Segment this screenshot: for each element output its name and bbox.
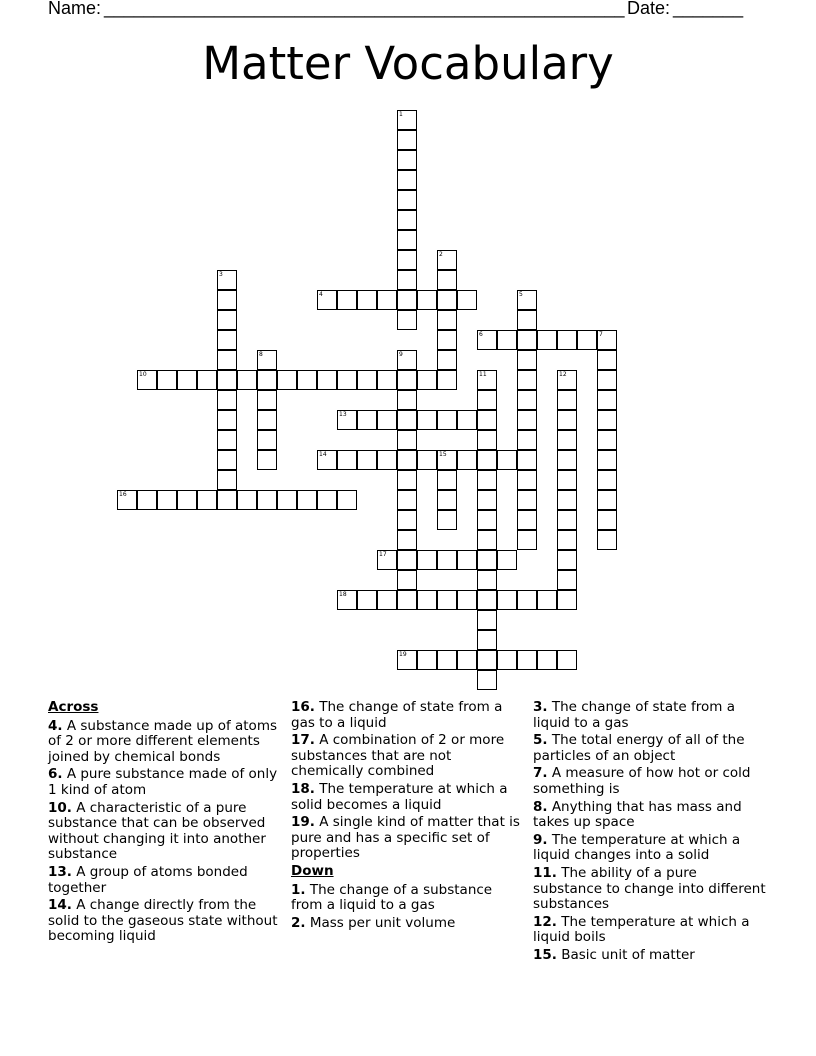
crossword-cell[interactable] bbox=[137, 490, 157, 510]
date-line[interactable]: _______ bbox=[673, 0, 744, 18]
clue-across-13: 13. A group of atoms bonded together bbox=[48, 863, 248, 896]
crossword-cell[interactable] bbox=[217, 270, 237, 290]
crossword-cell[interactable] bbox=[337, 590, 357, 610]
crossword-cell[interactable] bbox=[117, 490, 137, 510]
crossword-cell[interactable] bbox=[257, 450, 277, 470]
crossword-cell[interactable] bbox=[357, 410, 377, 430]
crossword-cell[interactable] bbox=[177, 370, 197, 390]
crossword-cell[interactable] bbox=[397, 470, 417, 490]
crossword-cell[interactable] bbox=[237, 370, 257, 390]
down-heading: Down bbox=[291, 862, 334, 879]
crossword-cell[interactable] bbox=[437, 310, 457, 330]
crossword-cell[interactable] bbox=[537, 650, 557, 670]
crossword-cell[interactable] bbox=[397, 510, 417, 530]
crossword-cell[interactable] bbox=[517, 650, 537, 670]
crossword-cell[interactable] bbox=[377, 410, 397, 430]
crossword-cell[interactable] bbox=[597, 530, 617, 550]
crossword-cell[interactable] bbox=[517, 390, 537, 410]
crossword-cell[interactable] bbox=[397, 250, 417, 270]
crossword-cell[interactable] bbox=[397, 650, 417, 670]
crossword-cell[interactable] bbox=[477, 390, 497, 410]
date-label: Date: bbox=[627, 0, 676, 18]
crossword-cell[interactable] bbox=[317, 290, 337, 310]
clue-across-14: 14. A change directly from the solid to the gaseous state without becoming liquid bbox=[48, 897, 278, 945]
crossword-cell[interactable] bbox=[217, 390, 237, 410]
crossword-cell[interactable] bbox=[317, 490, 337, 510]
crossword-cell[interactable] bbox=[457, 590, 477, 610]
crossword-cell[interactable] bbox=[397, 270, 417, 290]
crossword-cell[interactable] bbox=[437, 510, 457, 530]
clue-down-2: 2. Mass per unit volume bbox=[291, 914, 456, 931]
crossword-cell[interactable] bbox=[437, 550, 457, 570]
clue-across-17: 17. A combination of 2 or more substances that are not chemically combined bbox=[291, 732, 505, 780]
crossword-cell[interactable] bbox=[517, 350, 537, 370]
crossword-cell[interactable] bbox=[437, 270, 457, 290]
crossword-cell[interactable] bbox=[197, 490, 217, 510]
cell-number: 2 bbox=[439, 251, 443, 258]
clue-across-16: 16. The change of state from a gas to a liquid bbox=[291, 699, 503, 731]
crossword-cell[interactable] bbox=[477, 470, 497, 490]
crossword-cell[interactable] bbox=[517, 330, 537, 350]
crossword-cell[interactable] bbox=[357, 450, 377, 470]
crossword-cell[interactable] bbox=[337, 290, 357, 310]
cell-number: 12 bbox=[559, 371, 567, 378]
crossword-cell[interactable] bbox=[357, 370, 377, 390]
crossword-cell[interactable] bbox=[317, 450, 337, 470]
crossword-cell[interactable] bbox=[217, 330, 237, 350]
crossword-cell[interactable] bbox=[397, 410, 417, 430]
crossword-cell[interactable] bbox=[517, 470, 537, 490]
clue-across-6: 6. A pure substance made of only 1 kind of atom bbox=[48, 766, 278, 798]
clue-down-3: 3. The change of state from a liquid to a gas bbox=[533, 699, 735, 731]
clue-down-7: 7. A measure of how hot or cold something is bbox=[533, 765, 751, 797]
crossword-cell[interactable] bbox=[397, 490, 417, 510]
cell-number: 1 bbox=[399, 111, 403, 118]
crossword-cell[interactable] bbox=[517, 590, 537, 610]
crossword-cell[interactable] bbox=[477, 670, 497, 690]
crossword-cell[interactable] bbox=[417, 590, 437, 610]
crossword-cell[interactable] bbox=[477, 410, 497, 430]
crossword-cell[interactable] bbox=[437, 470, 457, 490]
crossword-cell[interactable] bbox=[397, 530, 417, 550]
name-line[interactable]: ____________________________________________________ bbox=[104, 0, 625, 18]
crossword-cell[interactable] bbox=[377, 550, 397, 570]
crossword-cell[interactable] bbox=[217, 350, 237, 370]
crossword-cell[interactable] bbox=[137, 370, 157, 390]
cell-number: 7 bbox=[599, 331, 603, 338]
crossword-cell[interactable] bbox=[437, 330, 457, 350]
crossword-cell[interactable] bbox=[517, 530, 537, 550]
crossword-cell[interactable] bbox=[557, 650, 577, 670]
crossword-cell[interactable] bbox=[537, 330, 557, 350]
crossword-cell[interactable] bbox=[557, 390, 577, 410]
crossword-cell[interactable] bbox=[557, 430, 577, 450]
crossword-cell[interactable] bbox=[557, 450, 577, 470]
crossword-cell[interactable] bbox=[217, 410, 237, 430]
crossword-cell[interactable] bbox=[277, 490, 297, 510]
crossword-cell[interactable] bbox=[397, 210, 417, 230]
crossword-cell[interactable] bbox=[257, 490, 277, 510]
cell-number: 11 bbox=[479, 371, 487, 378]
crossword-cell[interactable] bbox=[437, 650, 457, 670]
crossword-cell[interactable] bbox=[337, 450, 357, 470]
crossword-cell[interactable] bbox=[417, 550, 437, 570]
clue-down-1: 1. The change of a substance from a liquid to a gas bbox=[291, 881, 493, 914]
crossword-cell[interactable] bbox=[597, 390, 617, 410]
crossword-cell[interactable] bbox=[217, 470, 237, 490]
crossword-cell[interactable] bbox=[397, 190, 417, 210]
crossword-cell[interactable] bbox=[397, 450, 417, 470]
cell-number: 6 bbox=[479, 331, 483, 338]
crossword-cell[interactable] bbox=[397, 130, 417, 150]
clue-down-5: 5. The total energy of all of the particles of an object bbox=[533, 732, 745, 764]
crossword-cell[interactable] bbox=[257, 390, 277, 410]
crossword-cell[interactable] bbox=[397, 310, 417, 330]
crossword-cell[interactable] bbox=[477, 330, 497, 350]
cell-number: 17 bbox=[379, 551, 387, 558]
crossword-cell[interactable] bbox=[497, 550, 517, 570]
crossword-cell[interactable] bbox=[397, 390, 417, 410]
crossword-cell[interactable] bbox=[437, 590, 457, 610]
crossword-cell[interactable] bbox=[557, 570, 577, 590]
crossword-cell[interactable] bbox=[457, 410, 477, 430]
crossword-cell[interactable] bbox=[557, 490, 577, 510]
crossword-cell[interactable] bbox=[217, 290, 237, 310]
crossword-cell[interactable] bbox=[457, 450, 477, 470]
crossword-cell[interactable] bbox=[397, 430, 417, 450]
crossword-cell[interactable] bbox=[477, 550, 497, 570]
crossword-cell[interactable] bbox=[397, 370, 417, 390]
crossword-cell[interactable] bbox=[237, 490, 257, 510]
clue-across-10: 10. A characteristic of a pure substance that can be observed without changing it into another substance bbox=[48, 799, 266, 863]
clue-across-18: 18. The temperature at which a solid becomes a liquid bbox=[291, 780, 508, 813]
clue-down-11: 11. The ability of a pure substance to change into different substances bbox=[533, 864, 766, 913]
cell-number: 4 bbox=[319, 291, 323, 298]
crossword-cell[interactable] bbox=[417, 410, 437, 430]
crossword-cell[interactable] bbox=[517, 490, 537, 510]
crossword-cell[interactable] bbox=[217, 430, 237, 450]
crossword-cell[interactable] bbox=[437, 290, 457, 310]
cell-number: 19 bbox=[399, 651, 407, 658]
crossword-cell[interactable] bbox=[597, 330, 617, 350]
crossword-cell[interactable] bbox=[597, 370, 617, 390]
across-heading: Across bbox=[48, 699, 99, 715]
crossword-cell[interactable] bbox=[477, 430, 497, 450]
clues-column-1 bbox=[48, 700, 284, 947]
crossword-cell[interactable] bbox=[217, 490, 237, 510]
crossword-cell[interactable] bbox=[497, 650, 517, 670]
crossword-cell[interactable] bbox=[197, 370, 217, 390]
crossword-cell[interactable] bbox=[157, 490, 177, 510]
crossword-cell[interactable] bbox=[437, 350, 457, 370]
crossword-cell[interactable] bbox=[217, 450, 237, 470]
crossword-cell[interactable] bbox=[257, 430, 277, 450]
crossword-cell[interactable] bbox=[477, 370, 497, 390]
crossword-cell[interactable] bbox=[257, 370, 277, 390]
clues-column-2 bbox=[291, 700, 525, 933]
cell-number: 18 bbox=[339, 591, 347, 598]
crossword-cell[interactable] bbox=[397, 150, 417, 170]
crossword-cell[interactable] bbox=[337, 490, 357, 510]
crossword-cell[interactable] bbox=[477, 590, 497, 610]
clue-across-4: 4. A substance made up of atoms of 2 or more different elements joined by chemical bonds bbox=[48, 717, 278, 765]
clue-down-9: 9. The temperature at which a liquid changes into a solid bbox=[533, 831, 741, 864]
clues-column-3 bbox=[533, 700, 769, 966]
crossword-cell[interactable] bbox=[357, 290, 377, 310]
crossword-cell[interactable] bbox=[597, 470, 617, 490]
crossword-cell[interactable] bbox=[397, 290, 417, 310]
cell-number: 13 bbox=[339, 411, 347, 418]
cell-number: 9 bbox=[399, 351, 403, 358]
name-label: Name: bbox=[48, 0, 107, 18]
crossword-cell[interactable] bbox=[477, 530, 497, 550]
crossword-cell[interactable] bbox=[517, 370, 537, 390]
crossword-cell[interactable] bbox=[337, 410, 357, 430]
crossword-cell[interactable] bbox=[357, 590, 377, 610]
crossword-cell[interactable] bbox=[557, 470, 577, 490]
crossword-cell[interactable] bbox=[477, 630, 497, 650]
page-title: Matter Vocabulary bbox=[202, 37, 614, 90]
crossword-cell[interactable] bbox=[397, 590, 417, 610]
crossword-cell[interactable] bbox=[417, 650, 437, 670]
crossword-cell[interactable] bbox=[437, 370, 457, 390]
crossword-cell[interactable] bbox=[377, 290, 397, 310]
crossword-cell[interactable] bbox=[277, 370, 297, 390]
crossword-cell[interactable] bbox=[417, 450, 437, 470]
crossword-cell[interactable] bbox=[397, 350, 417, 370]
cell-number: 3 bbox=[219, 271, 223, 278]
crossword-cell[interactable] bbox=[457, 550, 477, 570]
clue-down-15: 15. Basic unit of matter bbox=[533, 946, 695, 963]
crossword-cell[interactable] bbox=[577, 330, 597, 350]
crossword-cell[interactable] bbox=[377, 590, 397, 610]
clue-across-19: 19. A single kind of matter that is pure and has a specific set of properties bbox=[291, 814, 520, 862]
crossword-cell[interactable] bbox=[597, 410, 617, 430]
crossword-cell[interactable] bbox=[397, 170, 417, 190]
crossword-cell[interactable] bbox=[557, 590, 577, 610]
crossword-cell[interactable] bbox=[597, 490, 617, 510]
crossword-cell[interactable] bbox=[397, 550, 417, 570]
crossword-cell[interactable] bbox=[597, 510, 617, 530]
crossword-cell[interactable] bbox=[517, 510, 537, 530]
crossword-cell[interactable] bbox=[297, 490, 317, 510]
clue-down-12: 12. The temperature at which a liquid boils bbox=[533, 913, 750, 946]
clue-down-8: 8. Anything that has mass and takes up space bbox=[533, 798, 742, 831]
crossword-cell[interactable] bbox=[477, 610, 497, 630]
crossword-cell[interactable] bbox=[397, 110, 417, 130]
crossword-cell[interactable] bbox=[337, 370, 357, 390]
crossword-cell[interactable] bbox=[517, 310, 537, 330]
crossword-cell[interactable] bbox=[497, 590, 517, 610]
crossword-cell[interactable] bbox=[437, 410, 457, 430]
crossword-cell[interactable] bbox=[477, 490, 497, 510]
crossword-cell[interactable] bbox=[597, 450, 617, 470]
crossword-cell[interactable] bbox=[557, 410, 577, 430]
crossword-cell[interactable] bbox=[597, 430, 617, 450]
crossword-cell[interactable] bbox=[477, 450, 497, 470]
crossword-cell[interactable] bbox=[517, 430, 537, 450]
crossword-cell[interactable] bbox=[477, 570, 497, 590]
cell-number: 14 bbox=[319, 451, 327, 458]
crossword-cell[interactable] bbox=[557, 330, 577, 350]
crossword-cell[interactable] bbox=[557, 550, 577, 570]
crossword-cell[interactable] bbox=[417, 290, 437, 310]
crossword-cell[interactable] bbox=[477, 510, 497, 530]
crossword-cell[interactable] bbox=[517, 290, 537, 310]
crossword-cell[interactable] bbox=[557, 370, 577, 390]
crossword-cell[interactable] bbox=[377, 370, 397, 390]
crossword-cell[interactable] bbox=[157, 370, 177, 390]
crossword-cell[interactable] bbox=[417, 370, 437, 390]
crossword-cell[interactable] bbox=[317, 370, 337, 390]
crossword-cell[interactable] bbox=[457, 650, 477, 670]
crossword-cell[interactable] bbox=[557, 510, 577, 530]
crossword-cell[interactable] bbox=[257, 350, 277, 370]
crossword-cell[interactable] bbox=[597, 350, 617, 370]
cell-number: 15 bbox=[439, 451, 447, 458]
crossword-cell[interactable] bbox=[477, 650, 497, 670]
cell-number: 10 bbox=[139, 371, 147, 378]
crossword-cell[interactable] bbox=[437, 250, 457, 270]
cell-number: 8 bbox=[259, 351, 263, 358]
crossword-cell[interactable] bbox=[437, 450, 457, 470]
crossword-cell[interactable] bbox=[297, 370, 317, 390]
crossword-cell[interactable] bbox=[397, 230, 417, 250]
crossword-cell[interactable] bbox=[517, 410, 537, 430]
crossword-cell[interactable] bbox=[217, 310, 237, 330]
crossword-cell[interactable] bbox=[497, 450, 517, 470]
crossword-cell[interactable] bbox=[497, 330, 517, 350]
cell-number: 16 bbox=[119, 491, 127, 498]
crossword-cell[interactable] bbox=[537, 590, 557, 610]
crossword-cell[interactable] bbox=[437, 490, 457, 510]
crossword-cell[interactable] bbox=[397, 570, 417, 590]
crossword-cell[interactable] bbox=[177, 490, 197, 510]
crossword-cell[interactable] bbox=[457, 290, 477, 310]
crossword-cell[interactable] bbox=[217, 370, 237, 390]
crossword-cell[interactable] bbox=[257, 410, 277, 430]
crossword-cell[interactable] bbox=[517, 450, 537, 470]
cell-number: 5 bbox=[519, 291, 523, 298]
crossword-cell[interactable] bbox=[377, 450, 397, 470]
crossword-cell[interactable] bbox=[557, 530, 577, 550]
